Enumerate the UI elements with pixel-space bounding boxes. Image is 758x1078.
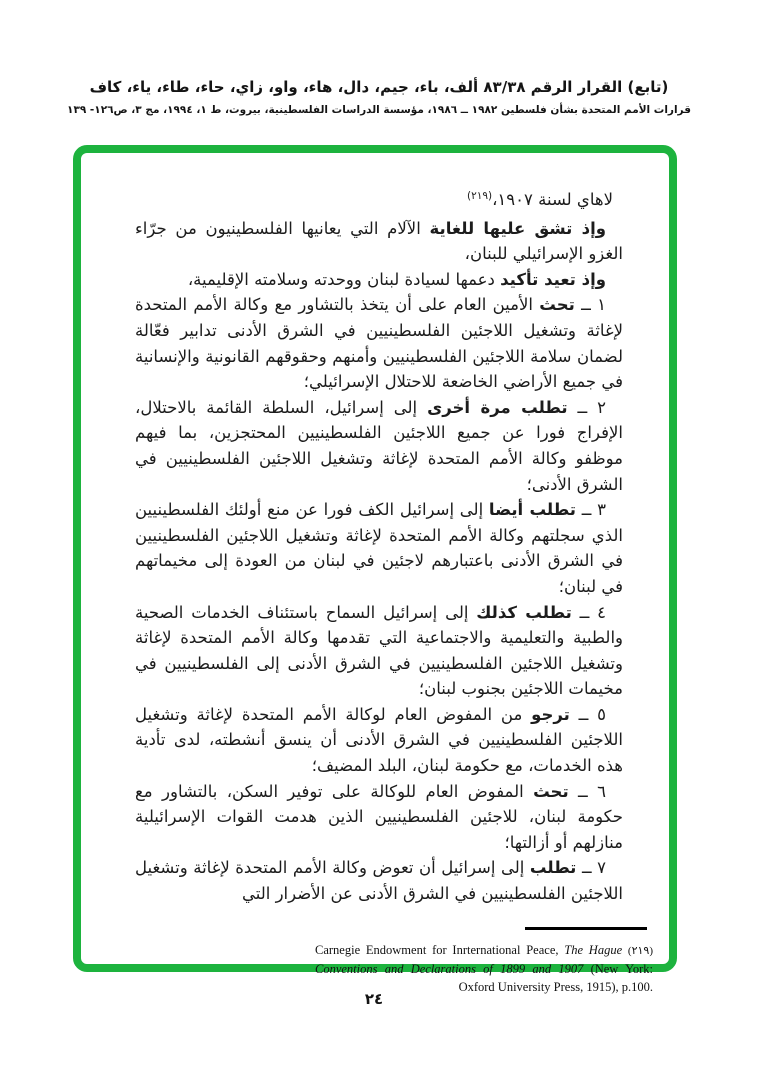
footnote-citation: [315, 941, 653, 996]
paragraph-lead-bold: تطلب: [529, 858, 577, 878]
paragraph-lead-bold: تطلب أيضا: [488, 500, 576, 520]
paragraph-lead-bold: ترجو: [531, 704, 570, 724]
page-number: ٢٤: [364, 990, 384, 1008]
paragraph-text: إلى إسرائيل، السلطة القائمة بالاحتلال، الإفراج فورا عن جميع اللاجئين الفلسطينيين المحتجزين، بما فيهم موظفو وكالة الأمم المتحدة لإغاثة وتشغيل اللاجئين الفلسطينيين في الشرق الأدنى؛: [135, 397, 623, 494]
operative-paragraph-5: [135, 702, 623, 779]
operative-paragraph-1: [135, 292, 623, 394]
paragraph-lead-bold: وإذ تشق عليها للغاية: [429, 218, 606, 238]
green-border-frame: [73, 145, 677, 994]
operative-paragraph-6: [135, 779, 623, 856]
paragraph-text: من المفوض العام لوكالة الأمم المتحدة لإغاثة وتشغيل اللاجئين الفلسطينيين في الشرق الأدنى أن ينسق أنشطته، لدى تأدية هذه الخدمات، مع حكومة لبنان، البلد المضيف؛: [135, 704, 623, 776]
paragraph-text: الآلام التي يعانيها الفلسطينيون من جرّاء الغزو الإسرائيلي للبنان،: [135, 218, 623, 264]
preamble-paragraph: [135, 216, 623, 267]
footnote-separator-rule: [525, 927, 647, 930]
operative-paragraph-4: [135, 600, 623, 702]
paragraph-text: إلى إسرائيل أن تعوض وكالة الأمم المتحدة لإغاثة وتشغيل اللاجئين الفلسطينيين في الشرق الأدنى عن الأضرار التي: [135, 858, 623, 904]
paragraph-lead-bold: تحث: [539, 295, 575, 315]
paragraph-lead-bold: تحث: [533, 781, 569, 801]
operative-paragraph-2: [135, 395, 623, 497]
paragraph-number: ١ ــ: [581, 295, 606, 315]
paragraph-number: ٤ ــ: [579, 602, 607, 622]
source-citation: قرارات الأمم المتحدة بشأن فلسطين ١٩٨٢ ــ ١٩٨٦، مؤسسة الدراسات الفلسطينية، بيروت، ط ١، ١٩٩٤، مج ٣، ص١٢٦- ١٣٩: [67, 104, 691, 116]
paragraph-number: ٢ ــ: [577, 397, 607, 417]
operative-paragraph-7: [135, 855, 623, 906]
document-text-block: [89, 161, 661, 994]
footnote-citation-author: Carnegie Endowment for Inrternational Peace,: [315, 942, 559, 957]
operative-paragraph-3: [135, 497, 623, 599]
paragraph-text: المفوض العام للوكالة على توفير السكن، بالتشاور مع حكومة لبنان، للاجئين الفلسطينيين الذين هدمت القوات الإسرائيلية منازلهم أو أزالتها؛: [135, 781, 623, 852]
paragraph-lead-bold: تطلب كذلك: [476, 602, 572, 622]
footnote-citation-publisher: (New York: Oxford University Press, 1915), p.100.: [458, 961, 653, 994]
footnote-number: (٢١٩): [627, 944, 653, 957]
paragraph-text: إلى إسرائيل السماح باستئناف الخدمات الصحية والطبية والتعليمية والاجتماعية التي تقدمها وكالة الأمم المتحدة لإغاثة وتشغيل اللاجئين الفلسطينيين في الشرق الأدنى إلى الفلسطينيين في مخيمات اللاجئين بجنوب لبنان؛: [135, 602, 623, 699]
intro-continuation-line: [135, 187, 623, 216]
footnote-citation-title: The Hague Conventions and Declarations of 1899 and 1907: [315, 942, 623, 976]
paragraph-text: دعمها لسيادة لبنان ووحدته وسلامته الإقليمية،: [187, 269, 495, 289]
resolution-title: (تابع) القرار الرقم ٨٣/٣٨ ألف، باء، جيم، دال، هاء، واو، زاي، حاء، طاء، ياء، كاف: [89, 78, 669, 96]
paragraph-lead-bold: تطلب مرة أخرى: [427, 397, 568, 417]
footnote-english-text: [315, 943, 653, 994]
paragraph-text: الأمين العام على أن يتخذ بالتشاور مع وكالة الأمم المتحدة لإغاثة وتشغيل اللاجئين الفلسطينيين في الشرق الأدنى تدابير فعّالة لضمان سلامة اللاجئين الفلسطينيين وأمنهم وحقوقهم القانونية والإنسانية في جميع الأراضي الخاضعة للاحتلال الإسرائيلي؛: [135, 295, 623, 392]
footnote-block: [315, 927, 653, 996]
paragraph-number: ٥ ــ: [578, 704, 606, 724]
paragraph-number: ٣ ــ: [581, 500, 606, 520]
page-header: [0, 78, 758, 116]
paragraph-number: ٧ ــ: [581, 858, 607, 878]
intro-text: لاهاي لسنة ١٩٠٧،: [492, 190, 613, 209]
footnote-reference-marker: (٢١٩): [466, 190, 493, 202]
preamble-paragraph: [135, 267, 623, 293]
paragraph-number: ٦ ــ: [578, 781, 606, 801]
paragraph-text: إلى إسرائيل الكف فورا عن منع أولئك الفلسطينيين الذي سجلتهم وكالة الأمم المتحدة لإغاثة وتشغيل اللاجئين الفلسطينيين في الشرق الأدنى باعتبارهم لاجئين في لبنان من العودة إلى مخيماتهم في لبنان؛: [135, 500, 623, 596]
paragraph-lead-bold: وإذ تعيد تأكيد: [500, 269, 606, 289]
